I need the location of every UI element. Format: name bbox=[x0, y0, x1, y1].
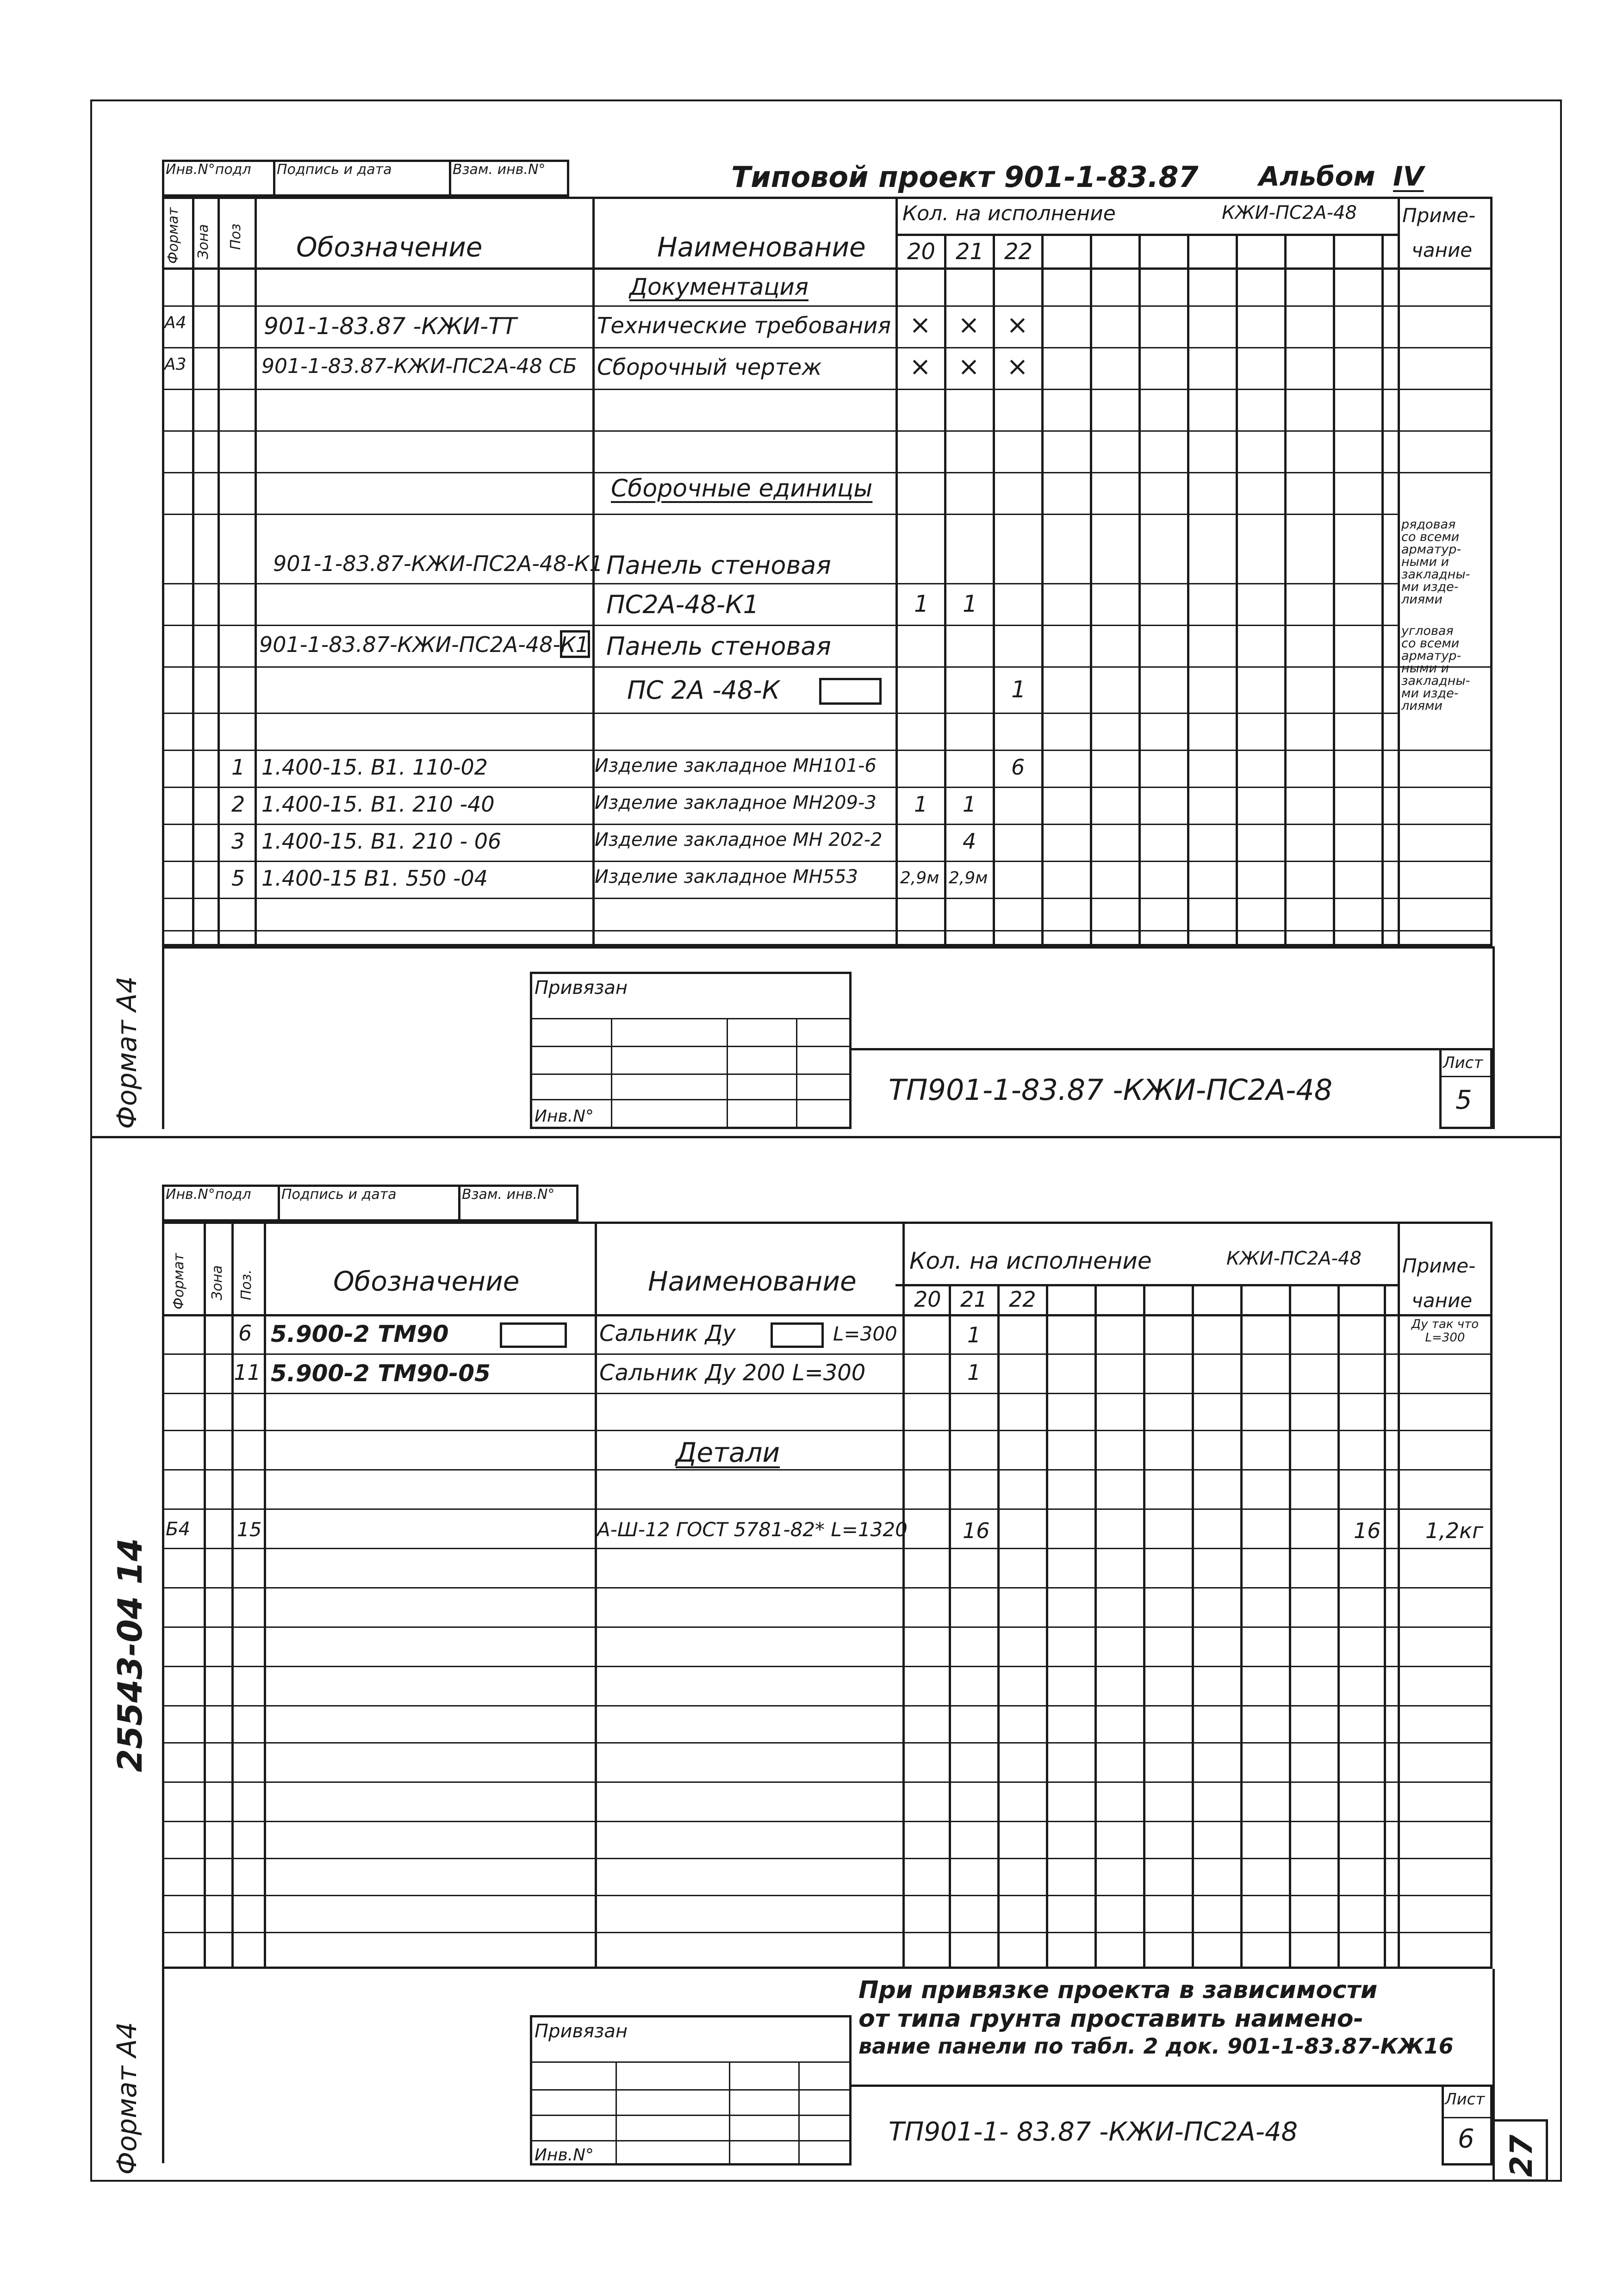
unit1-c21: 1 bbox=[963, 590, 977, 617]
note2-line: арматур- bbox=[1401, 649, 1461, 663]
part3-poz: 3 bbox=[231, 829, 245, 854]
s2-row1-c21: 1 bbox=[967, 1322, 981, 1347]
part2-poz: 2 bbox=[231, 792, 245, 817]
note2-line: закладны- bbox=[1401, 674, 1470, 688]
s2-row1-naim-box bbox=[771, 1322, 824, 1348]
part1-naim: Изделие закладное МН101-6 bbox=[595, 755, 877, 776]
side-inventory-number: 25543-04 14 bbox=[111, 1538, 149, 1772]
hdr-naim-2: Наименование bbox=[648, 1266, 857, 1297]
s2-row2-poz: 11 bbox=[234, 1360, 261, 1385]
part2-c20: 1 bbox=[914, 792, 928, 817]
detail-last: 16 bbox=[1354, 1518, 1381, 1543]
album-title: Типовой проект 901-1-83.87 bbox=[731, 160, 1199, 194]
hdr-format-1: Формат bbox=[165, 207, 181, 264]
detail-naim: А-Ш-12 ГОСТ 5781-82* L=1320 bbox=[597, 1518, 908, 1541]
s2-row2-oboz: 5.900-2 ТМ90-05 bbox=[271, 1360, 491, 1387]
stamp-vzam: Взам. инв.N° bbox=[453, 161, 546, 178]
part3-oboz: 1.400-15. В1. 210 - 06 bbox=[261, 829, 502, 854]
note1-line: со всеми bbox=[1401, 530, 1460, 544]
binding-note-line: от типа грунта проставить наимено- bbox=[858, 2005, 1364, 2033]
hdr-zona-1: Зона bbox=[195, 224, 211, 259]
hdr-c21-1: 21 bbox=[956, 239, 984, 265]
note2-line: ными и bbox=[1401, 661, 1449, 676]
binding-note bbox=[858, 1976, 1454, 2059]
note1-line: закладны- bbox=[1401, 567, 1470, 582]
doc2-c20: × bbox=[909, 352, 931, 382]
doc1-oboz: 901-1-83.87 -КЖИ-ТТ bbox=[264, 313, 517, 340]
hdr-prim1-2: Приме- bbox=[1402, 1254, 1476, 1277]
note1-line: лиями bbox=[1401, 592, 1443, 607]
note1-line: арматур- bbox=[1401, 542, 1461, 557]
stamp2-vzam: Взам. инв.N° bbox=[462, 1186, 555, 1203]
page-number: 27 bbox=[1504, 2135, 1539, 2177]
doc1-c20: × bbox=[909, 310, 931, 340]
part2-c21: 1 bbox=[963, 792, 976, 817]
note2-block bbox=[1401, 625, 1492, 712]
side-format-2: Формат А4 bbox=[111, 2022, 143, 2175]
unit1-mark: ПС2А-48-К1 bbox=[606, 590, 759, 619]
s2-row1-prim: Ду так что L=300 bbox=[1411, 1317, 1479, 1345]
detail-prim: 1,2кг bbox=[1425, 1518, 1484, 1543]
doc1-fmt: А4 bbox=[164, 313, 187, 332]
unit2-naim: Панель стеновая bbox=[606, 632, 831, 661]
hdr-c22-2: 22 bbox=[1009, 1287, 1036, 1312]
part3-naim: Изделие закладное МН 202-2 bbox=[595, 829, 883, 850]
doc1-c22: × bbox=[1007, 310, 1028, 340]
hdr-oboz-1: Обозначение bbox=[296, 231, 483, 263]
note2-line: лиями bbox=[1401, 699, 1443, 713]
section-details: Детали bbox=[676, 1437, 780, 1468]
hdr-poz-1: Поз bbox=[228, 223, 244, 250]
hdr-format-2: Формат bbox=[171, 1253, 187, 1309]
doc2-oboz: 901-1-83.87-КЖИ-ПС2А-48 СБ bbox=[261, 354, 577, 378]
list-no-2: 6 bbox=[1458, 2124, 1474, 2154]
doc1-naim: Технические требования bbox=[597, 313, 891, 339]
album-number: IV bbox=[1393, 161, 1424, 192]
detail-c21: 16 bbox=[963, 1518, 990, 1543]
privyazan-2: Привязан bbox=[535, 2021, 628, 2042]
part4-c21: 2,9м bbox=[949, 869, 988, 887]
s2-row1-naim: Сальник Ду bbox=[599, 1321, 736, 1347]
hdr-c22-1: 22 bbox=[1004, 239, 1033, 265]
note1-block bbox=[1401, 518, 1492, 606]
doc-code-2: ТП901-1- 83.87 -КЖИ-ПС2А-48 bbox=[889, 2117, 1298, 2147]
hdr-kol-code-1: КЖИ-ПС2А-48 bbox=[1222, 202, 1357, 223]
note1-line: ми изде- bbox=[1401, 580, 1459, 594]
note1-line: рядовая bbox=[1401, 517, 1456, 532]
doc2-c22: × bbox=[1007, 352, 1028, 382]
album-label: Альбом bbox=[1259, 161, 1375, 192]
list-label-1: Лист bbox=[1443, 1054, 1483, 1072]
unit1-oboz: 901-1-83.87-КЖИ-ПС2А-48-К1 bbox=[273, 551, 603, 576]
hdr-prim2-1: чание bbox=[1412, 239, 1473, 261]
stamp2-podpis: Подпись и дата bbox=[281, 1186, 397, 1203]
doc2-fmt: А3 bbox=[164, 355, 187, 374]
unit2-blank-box bbox=[560, 630, 590, 658]
hdr-poz-2: Поз. bbox=[238, 1269, 255, 1300]
hdr-c20-2: 20 bbox=[914, 1287, 941, 1312]
stamp-podpis: Подпись и дата bbox=[277, 161, 392, 178]
note1-line: ными и bbox=[1401, 555, 1449, 569]
binding-note-line: При привязке проекта в зависимости bbox=[858, 1976, 1378, 2004]
binding-note-line: вание панели по табл. 2 док. 901-1-83.87-КЖ16 bbox=[858, 2033, 1454, 2059]
privyazan-1: Привязан bbox=[535, 977, 628, 999]
doc-code-1: ТП901-1-83.87 -КЖИ-ПС2А-48 bbox=[889, 1073, 1333, 1107]
section-units: Сборочные единицы bbox=[611, 475, 873, 503]
hdr-kol-code-2: КЖИ-ПС2А-48 bbox=[1226, 1248, 1362, 1269]
part3-c21: 4 bbox=[963, 829, 976, 854]
side-format-1: Формат А4 bbox=[111, 976, 143, 1129]
hdr-zona-2: Зона bbox=[209, 1265, 225, 1300]
s2-row1-poz: 6 bbox=[238, 1321, 252, 1346]
hdr-naim-1: Наименование bbox=[657, 231, 866, 263]
hdr-c21-2: 21 bbox=[960, 1287, 988, 1312]
part2-naim: Изделие закладное МН209-3 bbox=[595, 792, 877, 813]
note2-line: угловая bbox=[1401, 624, 1454, 638]
unit2-oboz: 901-1-83.87-КЖИ-ПС2А-48-К1 bbox=[259, 632, 589, 657]
s2-row1-oboz: 5.900-2 ТМ90 bbox=[271, 1321, 449, 1347]
sheet-divider bbox=[90, 1136, 1562, 1138]
part1-poz: 1 bbox=[231, 755, 245, 780]
list-label-2: Лист bbox=[1445, 2090, 1485, 2109]
inv-no-2: Инв.N° bbox=[535, 2146, 594, 2165]
unit2-mark-box bbox=[819, 678, 882, 705]
part1-oboz: 1.400-15. В1. 110-02 bbox=[261, 755, 488, 780]
stamp-inv-podl: Инв.N°подл bbox=[166, 161, 251, 178]
unit2-mark: ПС 2А -48-К bbox=[627, 676, 780, 705]
unit1-naim: Панель стеновая bbox=[606, 551, 831, 580]
part4-c20: 2,9м bbox=[900, 869, 939, 887]
s2-row1-oboz-box bbox=[500, 1322, 567, 1348]
detail-poz: 15 bbox=[237, 1518, 262, 1541]
hdr-oboz-2: Обозначение bbox=[333, 1266, 520, 1297]
s2-row2-naim: Сальник Ду 200 L=300 bbox=[599, 1360, 866, 1386]
unit1-c20: 1 bbox=[914, 590, 929, 617]
hdr-prim2-2: чание bbox=[1412, 1289, 1473, 1312]
part4-oboz: 1.400-15 В1. 550 -04 bbox=[261, 866, 488, 891]
hdr-kol-2: Кол. на исполнение bbox=[909, 1247, 1152, 1274]
part4-poz: 5 bbox=[231, 866, 245, 891]
note2-line: ми изде- bbox=[1401, 686, 1459, 701]
section-docs: Документация bbox=[629, 273, 808, 300]
stamp2-inv-podl: Инв.N°подл bbox=[166, 1186, 251, 1203]
detail-fmt: Б4 bbox=[166, 1519, 190, 1540]
doc2-naim: Сборочный чертеж bbox=[597, 354, 822, 380]
s2-row2-c21: 1 bbox=[967, 1360, 981, 1385]
hdr-c20-1: 20 bbox=[907, 239, 936, 265]
doc2-c21: × bbox=[958, 352, 980, 382]
inv-no-1: Инв.N° bbox=[535, 1107, 594, 1126]
hdr-prim1-1: Приме- bbox=[1402, 204, 1476, 227]
s2-row1-naim-tail: L=300 bbox=[833, 1322, 897, 1345]
part2-oboz: 1.400-15. В1. 210 -40 bbox=[261, 792, 495, 817]
unit2-c22: 1 bbox=[1011, 676, 1026, 703]
part4-naim: Изделие закладное МН553 bbox=[595, 866, 858, 887]
list-no-1: 5 bbox=[1455, 1085, 1472, 1115]
part1-c22: 6 bbox=[1011, 755, 1025, 780]
hdr-kol-1: Кол. на исполнение bbox=[902, 202, 1116, 225]
note2-line: со всеми bbox=[1401, 636, 1460, 651]
doc1-c21: × bbox=[958, 310, 980, 340]
